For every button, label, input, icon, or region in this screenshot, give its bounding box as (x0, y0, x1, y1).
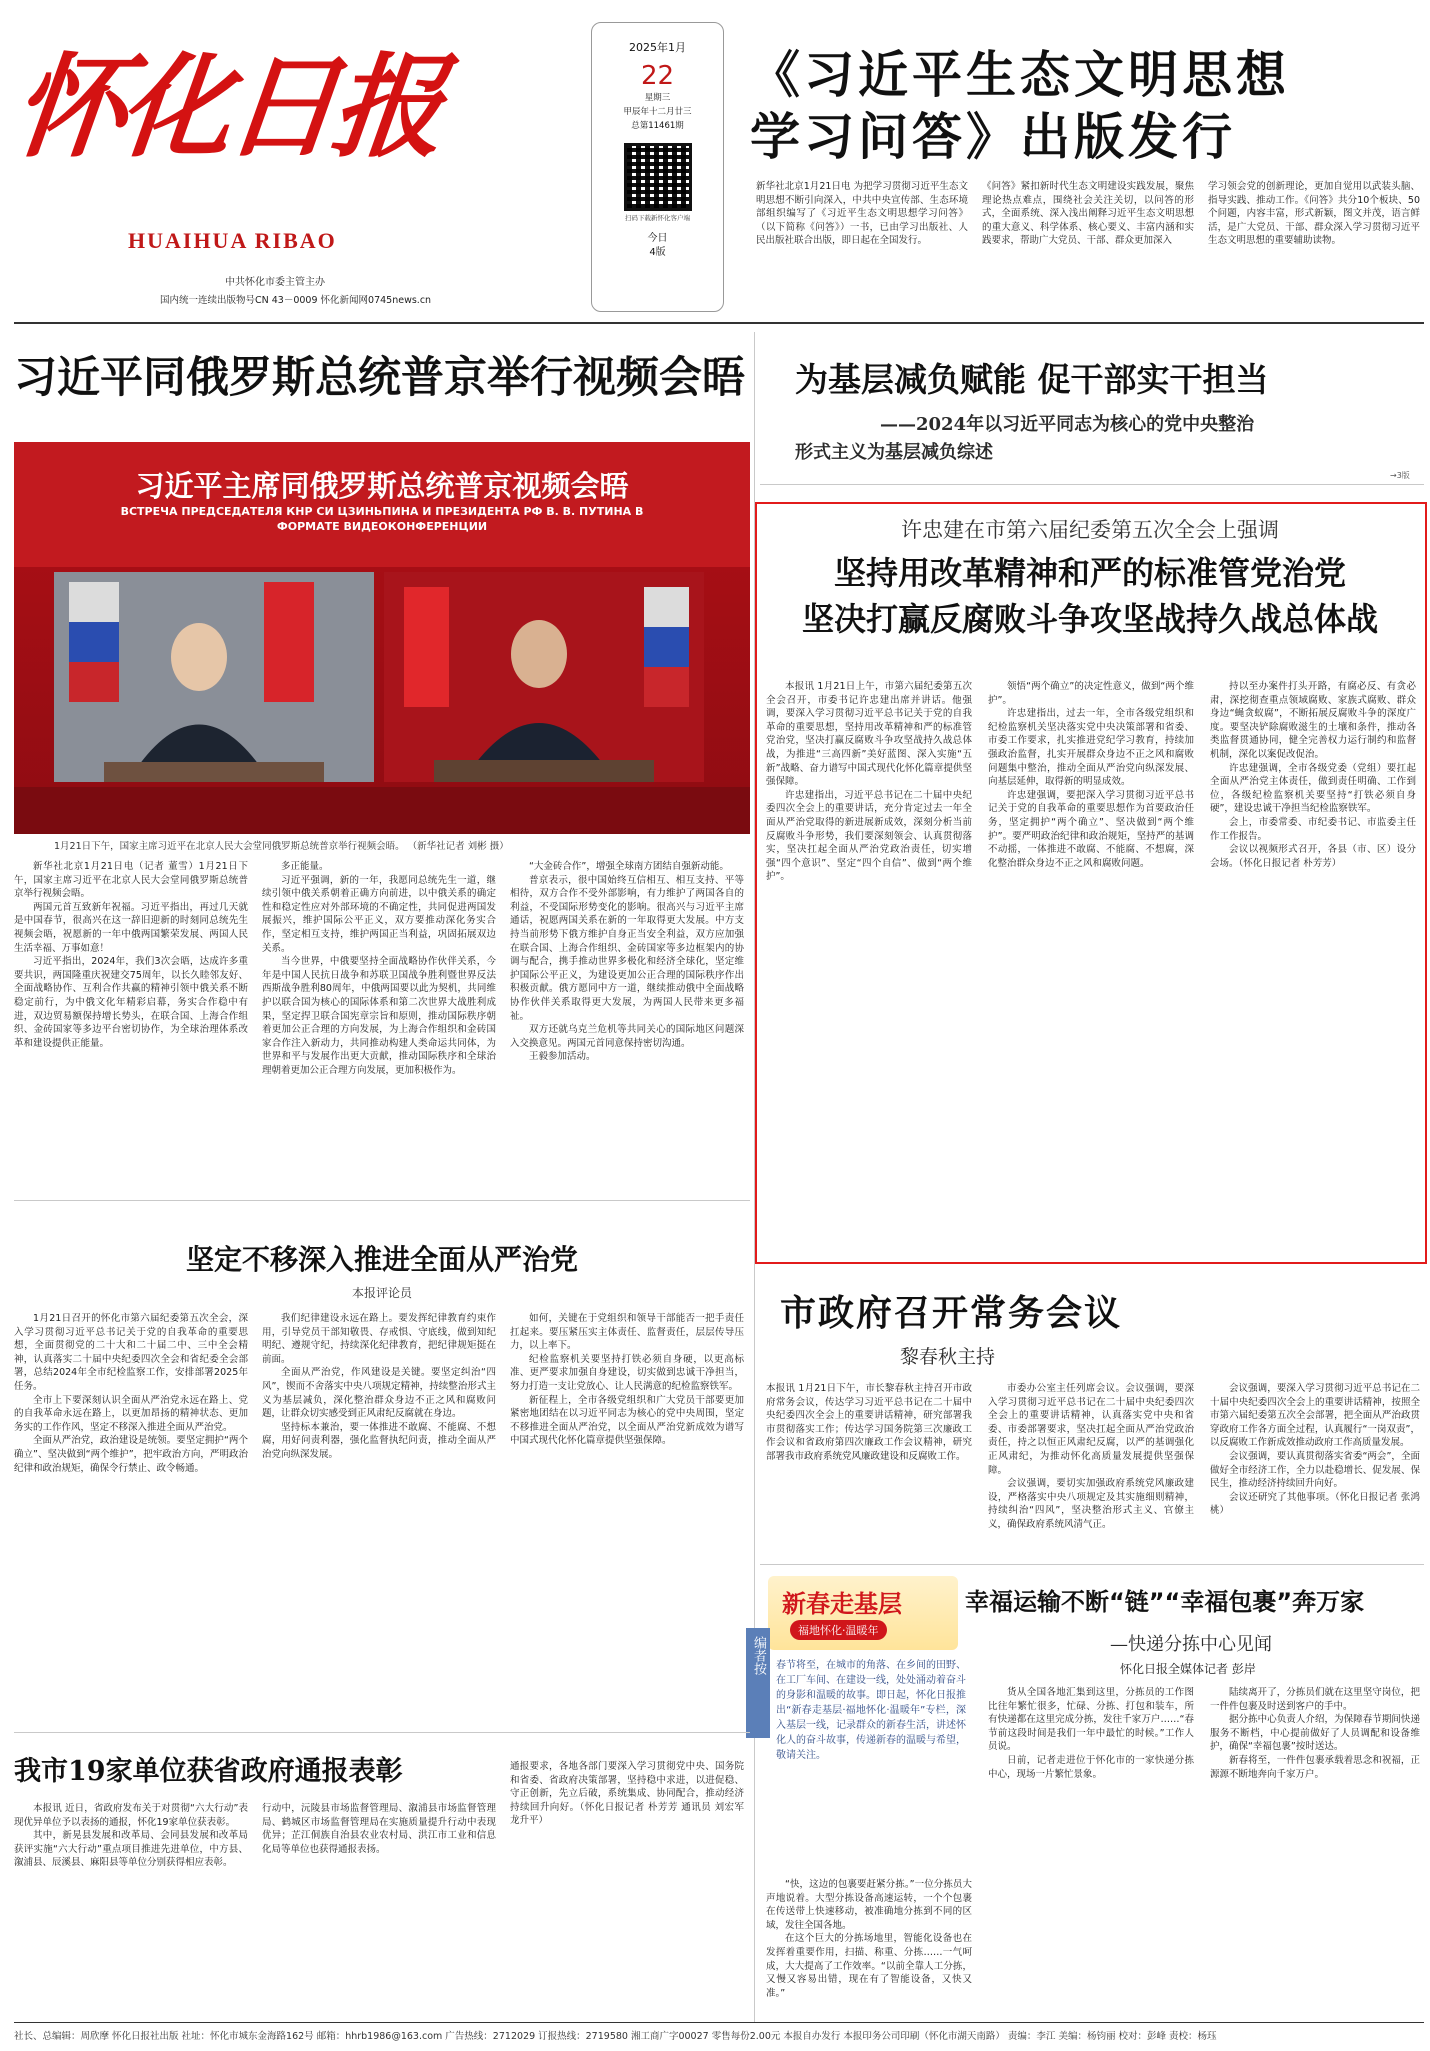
photo-banner-ru: ВСТРЕЧА ПРЕДСЕДАТЕЛЯ КНР СИ ЦЗИНЬПИНА И ПРЕЗИДЕНТА РФ В. В. ПУТИНА В ФОРМАТЕ ВИДЕОКОНФЕРЕНЦИИ (120, 505, 644, 533)
edition-pages: 4版 (649, 247, 666, 258)
putin-bottom-rule (14, 1200, 750, 1201)
date-weekday: 星期三 (644, 93, 671, 103)
masthead-issn: 国内统一连续出版物号CN 43－0009 怀化新闻网0745news.cn (160, 295, 432, 306)
burden-page-jump[interactable]: →3版 (1390, 471, 1410, 480)
discipline-text-col3: 持以至办案件打头开路，有腐必反、有贪必肃，深挖彻查重点领域腐败、家族式腐败、群众身边“蝇贪蚁腐”，不断拓展反腐败斗争的深度广度。要坚决铲除腐败滋生的土壤和条件，推动各类监督贯通协同，健全完善权力运行制约和监督机制，深化以案促改促治。 许忠建强调，全市各级党委（党组）要扛起全面从严治党主体责任，做到责任明确、工作到位，各级纪检监察机关要坚持“打铁必须自身硬”，建设忠诚干净担当纪检监察铁军。 会上，市委常委、市纪委书记、市监委主任作工作报告。 会议以视频形式召开，各县（市、区）设分会场。（怀化日报记者 朴芳芳） (1210, 681, 1416, 869)
council-text-col1: 本报讯 1月21日下午，市长黎春秋主持召开市政府常务会议，传达学习习近平总书记在二十届中央纪委四次全会上的重要讲话精神，研究部署我市贯彻落实工作；传达学习国务院第三次廉政工作会议和省政府第四次廉政工作会议精神，研究部署我市政府系统党风廉政建设和反腐败工作。 (766, 1383, 972, 1462)
xinchun-column-tag (768, 1576, 958, 1650)
council-text-col3: 会议强调，要深入学习贯彻习近平总书记在二十届中央纪委四次全会上的重要讲话精神，按照全市第六届纪委第五次全会部署，把全面从严治政贯穿政府工作各方面全过程，认真履行“一岗双责”，以反腐败工作新成效推动政府工作高质量发展。 会议强调，要认真贯彻落实省委“两会”，全面做好全市经济工作，全力以赴稳增长、促发展、保民生，推动经济持续回升向好。 会议还研究了其他事项。（怀化日报记者 张鸿桃） (1210, 1383, 1420, 1517)
date-lunar: 甲辰年十二月廿三 (623, 107, 692, 117)
footer-rule (14, 2022, 1424, 2023)
book-text-col3: 学习领会党的创新理论，更加自觉用以武装头脑、指导实践、推动工作。《问答》共分10个板块、50个问题，内容丰富，形式新颖，图文并茂，语言鲜活，是广大党员、干部、群众深入学习贯彻习近平生态文明思想的重要辅助读物。 (1208, 181, 1420, 247)
issue-number: 总第11461期 (631, 121, 684, 131)
editor-note-text: 春节将至，在城市的角落、在乡间的田野、在工厂车间、在建设一线，处处涌动着奋斗的身影和温暖的故事。即日起，怀化日报推出“新春走基层·福地怀化·温暖年”专栏，深入基层一线，记录群众的新春生活，讲述怀化人的奋斗故事，传递新春的温暖与希望，敬请关注。 (776, 1660, 966, 1761)
xinchun-text-col3: 陆续离开了，分拣员们就在这里坚守岗位，把一件件包裹及时送到客户的手中。 据分拣中心负责人介绍，为保障春节期间快递服务不断档，中心提前做好了人员调配和设备维护，确保“幸福包裹”按时送达。 新春将至，一件件包裹承载着思念和祝福，正源源不断地奔向千家万户。 (1210, 1687, 1420, 1780)
strict-headline: 坚定不移深入推进全面从严治党 (185, 1243, 578, 1276)
masthead-pinyin: HUAIHUA RIBAO (128, 228, 337, 253)
putin-meeting-photo (14, 442, 750, 834)
putin-text-col2: 多正能量。 习近平强调，新的一年，我愿同总统先生一道，继续引领中俄关系朝着正确方向前进，以中俄关系的确定性和稳定性应对外部环境的不确定性，共同促进两国发展振兴，维护国际公平正义，双方要推动深化务实合作，坚定相互支持，维护两国正当利益，巩固拓展双边关系。 当今世界，中俄要坚持全面战略协作伙伴关系，今年是中国人民抗日战争和苏联卫国战争胜利暨世界反法西斯战争胜利80周年，中俄两国要以此为契机，共同维护以联合国为核心的国际体系和第二次世界大战胜利成果，坚定捍卫联合国宪章宗旨和原则，推动国际秩序朝着更加公正合理的方向发展，为上海合作组织和金砖国家合作注入新动力，共同推动构建人类命运共同体，为世界和平与发展作出更大贡献，推动国际秩序和全球治理朝着更加公正合理方向发展，更加积极作为。 (262, 861, 496, 1076)
masthead-divider (14, 322, 1424, 324)
putin-text-col3: “大金砖合作”，增强全球南方团结自强新动能。 普京表示，很中国始终互信相互、相互支持、平等相待，双方合作不受外部影响，有力维护了两国各自的利益，不受国际形势变化的影响。很高兴与习近平主席通话，祝愿两国关系在新的一年取得更大发展。中方支持当前形势下俄方维护自身正当安全利益，双方应加强在联合国、上海合作组织、金砖国家等多边框架内的协调与配合，携手推动世界多极化和经济全球化，坚定维护国际公平正义，为建设更加公正合理的国际秩序作出积极贡献。俄方愿同中方一道，继续推动俄中全面战略协作伙伴关系取得更大发展，为两国人民带来更多福祉。 双方还就乌克兰危机等共同关心的国际地区问题深入交换意见。两国元首同意保持密切沟通。 王毅参加活动。 (510, 861, 744, 1063)
discipline-kicker: 许忠建在市第六届纪委第五次全会上强调 (901, 518, 1279, 542)
masthead-org: 中共怀化市委主管主办 (225, 277, 325, 288)
council-text-col2: 市委办公室主任列席会议。会议强调，要深入学习贯彻习近平总书记在二十届中央纪委四次全会上的重要讲话精神，认真落实党中央和省委、市委部署要求，坚决扛起全面从严治党政治责任，持之以恒正风肃纪反腐，以严的基调强化正风肃纪，为推动怀化高质量发展提供坚强保障。 会议强调，要切实加强政府系统党风廉政建设，严格落实中央八项规定及其实施细则精神，持续纠治“四风”，坚决整治形式主义、官僚主义，确保政府系统风清气正。 (988, 1383, 1194, 1530)
xinchun-text-col2: “快，这边的包裹要赶紧分拣。”一位分拣员大声地说着。大型分拣设备高速运转，一个个包裹在传送带上快速移动，被准确地分拣到不同的区域，发往全国各地。 在这个巨大的分拣场地里，智能化设备也在发挥着重要作用，扫描、称重、分拣……一气呵成，大大提高了工作效率。“以前全靠人工分拣，又慢又容易出错，现在有了智能设备，又快又准。” (766, 1879, 972, 1999)
discipline-text-col1: 本报讯 1月21日上午，市第六届纪委第五次全会召开，市委书记许忠建出席并讲话。他强调，要深入学习贯彻习近平总书记关于党的自我革命的重要思想，坚持用改革精神和严的标准管党治党，坚决打赢反腐败斗争攻坚战持久战总体战，为推进“三高四新”美好蓝图、深入实施“五新”战略、奋力谱写中国式现代化怀化篇章提供坚强保障。 许忠建指出，习近平总书记在二十届中央纪委四次全会上的重要讲话，充分肯定过去一年全面从严治党取得的新进展新成效，深刻分析当前反腐败斗争形势，我们要深刻领会、认真贯彻落实，坚决扛起全面从严治党政治责任，切实增强“四个意识”、坚定“四个自信”、做到“两个维护”。 (766, 681, 972, 883)
strict-text-col2: 我们纪律建设永远在路上。要发挥纪律教育约束作用，引导党员干部知敬畏、存戒惧、守底线，做到知纪明纪、遵规守纪，持续深化纪律教育，把纪律规矩挺在前面。 全面从严治党，作风建设是关键。要坚定纠治“四风”，锲而不舍落实中央八项规定精神，持续整治形式主义为基层减负，深化整治群众身边不正之风和腐败问题，让群众切实感受到正风肃纪反腐就在身边。 坚持标本兼治，要一体推进不敢腐、不能腐、不想腐，用好问责利器，强化监督执纪问责，推动全面从严治党向纵深发展。 (262, 1313, 496, 1460)
awards-text-col3: 通报要求，各地各部门要深入学习贯彻党中央、国务院和省委、省政府决策部署，坚持稳中求进，以进促稳、守正创新，先立后破，系统集成、协同配合，推动经济持续回升向好。（怀化日报记者 朴芳芳 通讯员 刘宏军 龙升平） (510, 1761, 744, 1827)
strict-text-col3: 如何，关键在于党组织和领导干部能否一把手责任扛起来。要压紧压实主体责任、监督责任，层层传导压力，以上率下。 纪检监察机关要坚持打铁必须自身硬，以更高标准、更严要求加强自身建设，切实做到忠诚干净担当，努力打造一支让党放心、让人民满意的纪检监察铁军。 新征程上，全市各级党组织和广大党员干部要更加紧密地团结在以习近平同志为核心的党中央周围，坚定不移推进全面从严治党，以全面从严治党新成效为谱写中国式现代化怀化篇章提供坚强保障。 (510, 1313, 744, 1447)
council-byline: 黎春秋主持 (900, 1346, 996, 1368)
editor-note-label (746, 1628, 770, 1738)
xinchun-subhead: —快递分拣中心见闻 (1110, 1634, 1272, 1655)
book-text-col1: 新华社北京1月21日电 为把学习贯彻习近平生态文明思想不断引向深入，中共中央宣传部、生态环境部组织编写了《习近平生态文明思想学习问答》（以下简称《问答》）一书，已由学习出版社、人民出版社联合出版，即日起在全国发行。 (756, 181, 968, 247)
masthead-logo: 怀化日报 (7, 42, 446, 173)
xinchun-text-col1: 货从全国各地汇集到这里，分拣员的工作图比往年繁忙很多，忙碌、分拣、打包和装车，所有快递都在这里完成分拣，发往千家万户……“春节前这段时间是我们一年中最忙的时候。”工作人员说。 日前，记者走进位于怀化市的一家快递分拣中心，现场一片繁忙景象。 (988, 1687, 1194, 1780)
discipline-headline-1: 坚持用改革精神和严的标准管党治党 (833, 554, 1346, 592)
discipline-text-col2: 领悟“两个确立”的决定性意义，做到“两个维护”。 许忠建指出，过去一年，全市各级党组织和纪检监察机关坚决落实党中央决策部署和省委、市委工作要求，扎实推进党纪学习教育，持续加强政治监督，扎实开展群众身边不正之风和腐败问题集中整治，推动全面从严治党向纵深发展、向基层延伸，取得新的明显成效。 许忠建强调，要把深入学习贯彻习近平总书记关于党的自我革命的重要思想作为首要政治任务，坚定拥护“两个确立”、坚决做到“两个维护”。要严明政治纪律和政治规矩，坚持严的基调不动摇，一体推进不敢腐、不能腐、不想腐，深化整治群众身边不正之风和腐败问题。 (988, 681, 1194, 869)
edition-label: 今日 (647, 233, 668, 244)
strict-text-col1: 1月21日召开的怀化市第六届纪委第五次全会，深入学习贯彻习近平总书记关于党的自我革命的重要思想，全面贯彻党的二十大和二十届二中、三中全会精神，认真落实二十届中央纪委四次全会和省纪委全会部署，总结2024年全市纪检监察工作，安排部署2025年任务。 全市上下要深刻认识全面从严治党永远在路上、党的自我革命永远在路上，以更加昂扬的精神状态、更加务实的工作作风，坚定不移深入推进全面从严治党。 全面从严治党，政治建设是统领。要坚定拥护“两个确立”、坚决做到“两个维护”，把牢政治方向，严明政治纪律和政治规矩，确保令行禁止、政令畅通。 (14, 1313, 248, 1474)
putin-headline: 习近平同俄罗斯总统普京举行视频会晤 (14, 353, 745, 403)
xinchun-tag-sub: 福地怀化·温暖年 (790, 1620, 887, 1640)
photo-banner-cn: 习近平主席同俄罗斯总统普京视频会晤 (135, 469, 629, 503)
burden-subhead-2: 形式主义为基层减负综述 (795, 442, 993, 463)
putin-text-col1: 新华社北京1月21日电（记者 董雪）1月21日下午，国家主席习近平在北京人民大会堂同俄罗斯总统普京举行视频会晤。 两国元首互致新年祝福。习近平指出，再过几天就是中国春节，很高兴在这一辞旧迎新的时刻同总统先生视频会晤，祝愿新的一年中俄两国繁荣发展、两国人民生活幸福、万事如意！ 习近平指出，2024年，我们3次会晤，达成许多重要共识，两国隆重庆祝建交75周年，以长久睦邻友好、全面战略协作、互利合作共赢的精神引领中俄关系不断稳定前行，为中俄文化年精彩启幕，务实合作稳中有进，双边贸易额保持增长势头，在联合国、上海合作组织、金砖国家等多边平台密切协作，为全球治理体系改革和建设提供正能量。 (14, 861, 248, 1049)
xinchun-headline: 幸福运输不断“链”“幸福包裹”奔万家 (965, 1588, 1365, 1616)
xinchun-tag-title: 新春走基层 (782, 1590, 902, 1618)
burden-bottom-rule (760, 484, 1424, 485)
editor-note-label-text: 编者按 (751, 1636, 766, 1675)
strict-byline: 本报评论员 (351, 1286, 412, 1300)
book-headline-2: 学习问答》出版发行 (750, 108, 1236, 166)
council-headline: 市政府召开常务会议 (780, 1293, 1123, 1334)
date-day: 22 (640, 61, 675, 91)
awards-text-col1: 本报讯 近日，省政府发布关于对贯彻“六大行动”表现优异单位予以表扬的通报，怀化19家单位获表彰。 其中，新晃县发展和改革局、会同县发展和改革局获评实施“六大行动”重点项目推进先进单位，中方县、溆浦县、辰溪县、麻阳县等单位分别获得相应表彰。 (14, 1803, 248, 1869)
book-headline-1: 《习近平生态文明思想 (750, 46, 1290, 104)
xinchun-byline: 怀化日报全媒体记者 彭岸 (1120, 1662, 1256, 1676)
burden-headline: 为基层减负赋能 促干部实干担当 (795, 360, 1269, 399)
footer-imprint: 社长、总编辑：周欣摩 怀化日报社出版 社址：怀化市城东金海路162号 邮箱：hhrb1986@163.com 广告热线：2712029 订报热线：2719580 湘工商广字00027 零售每份2.00元 本报自办发行 本报印务公司印刷（怀化市湖天南路） 责编：李江 美编：杨钧丽 校对：彭峰 责校：杨珏 (14, 2031, 1217, 2042)
awards-headline: 我市19家单位获省政府通报表彰 (14, 1756, 403, 1787)
date-box (591, 22, 724, 312)
burden-subhead: ——2024年以习近平同志为核心的党中央整治 (880, 414, 1255, 435)
photo-caption: 1月21日下午，国家主席习近平在北京人民大会堂同俄罗斯总统普京举行视频会晤。 （新华社记者 刘彬 摄） (54, 841, 509, 852)
qr-code-icon[interactable] (624, 143, 692, 211)
qr-caption: 扫码下载新怀化客户端 (625, 214, 690, 222)
awards-text-col2: 行动中，沅陵县市场监督管理局、溆浦县市场监督管理局、鹤城区市场监督管理局在实施质量提升行动中表现优异；芷江侗族自治县农业农村局、洪江市工业和信息化局等单位也获得通报表扬。 (262, 1803, 496, 1855)
date-year-month: 2025年1月 (629, 41, 686, 54)
book-text-col2: 《问答》紧扣新时代生态文明建设实践发展，聚焦理论热点难点，围绕社会关注关切，以问答的形式，全面系统、深入浅出阐释习近平生态文明思想的重大意义、科学体系、核心要义、丰富内涵和实践要求，帮助广大党员、干部、群众更加深入 (982, 181, 1194, 247)
discipline-headline-2: 坚决打赢反腐败斗争攻坚战持久战总体战 (801, 600, 1378, 638)
council-bottom-rule (760, 1564, 1424, 1565)
strict-bottom-rule (14, 1732, 750, 1733)
